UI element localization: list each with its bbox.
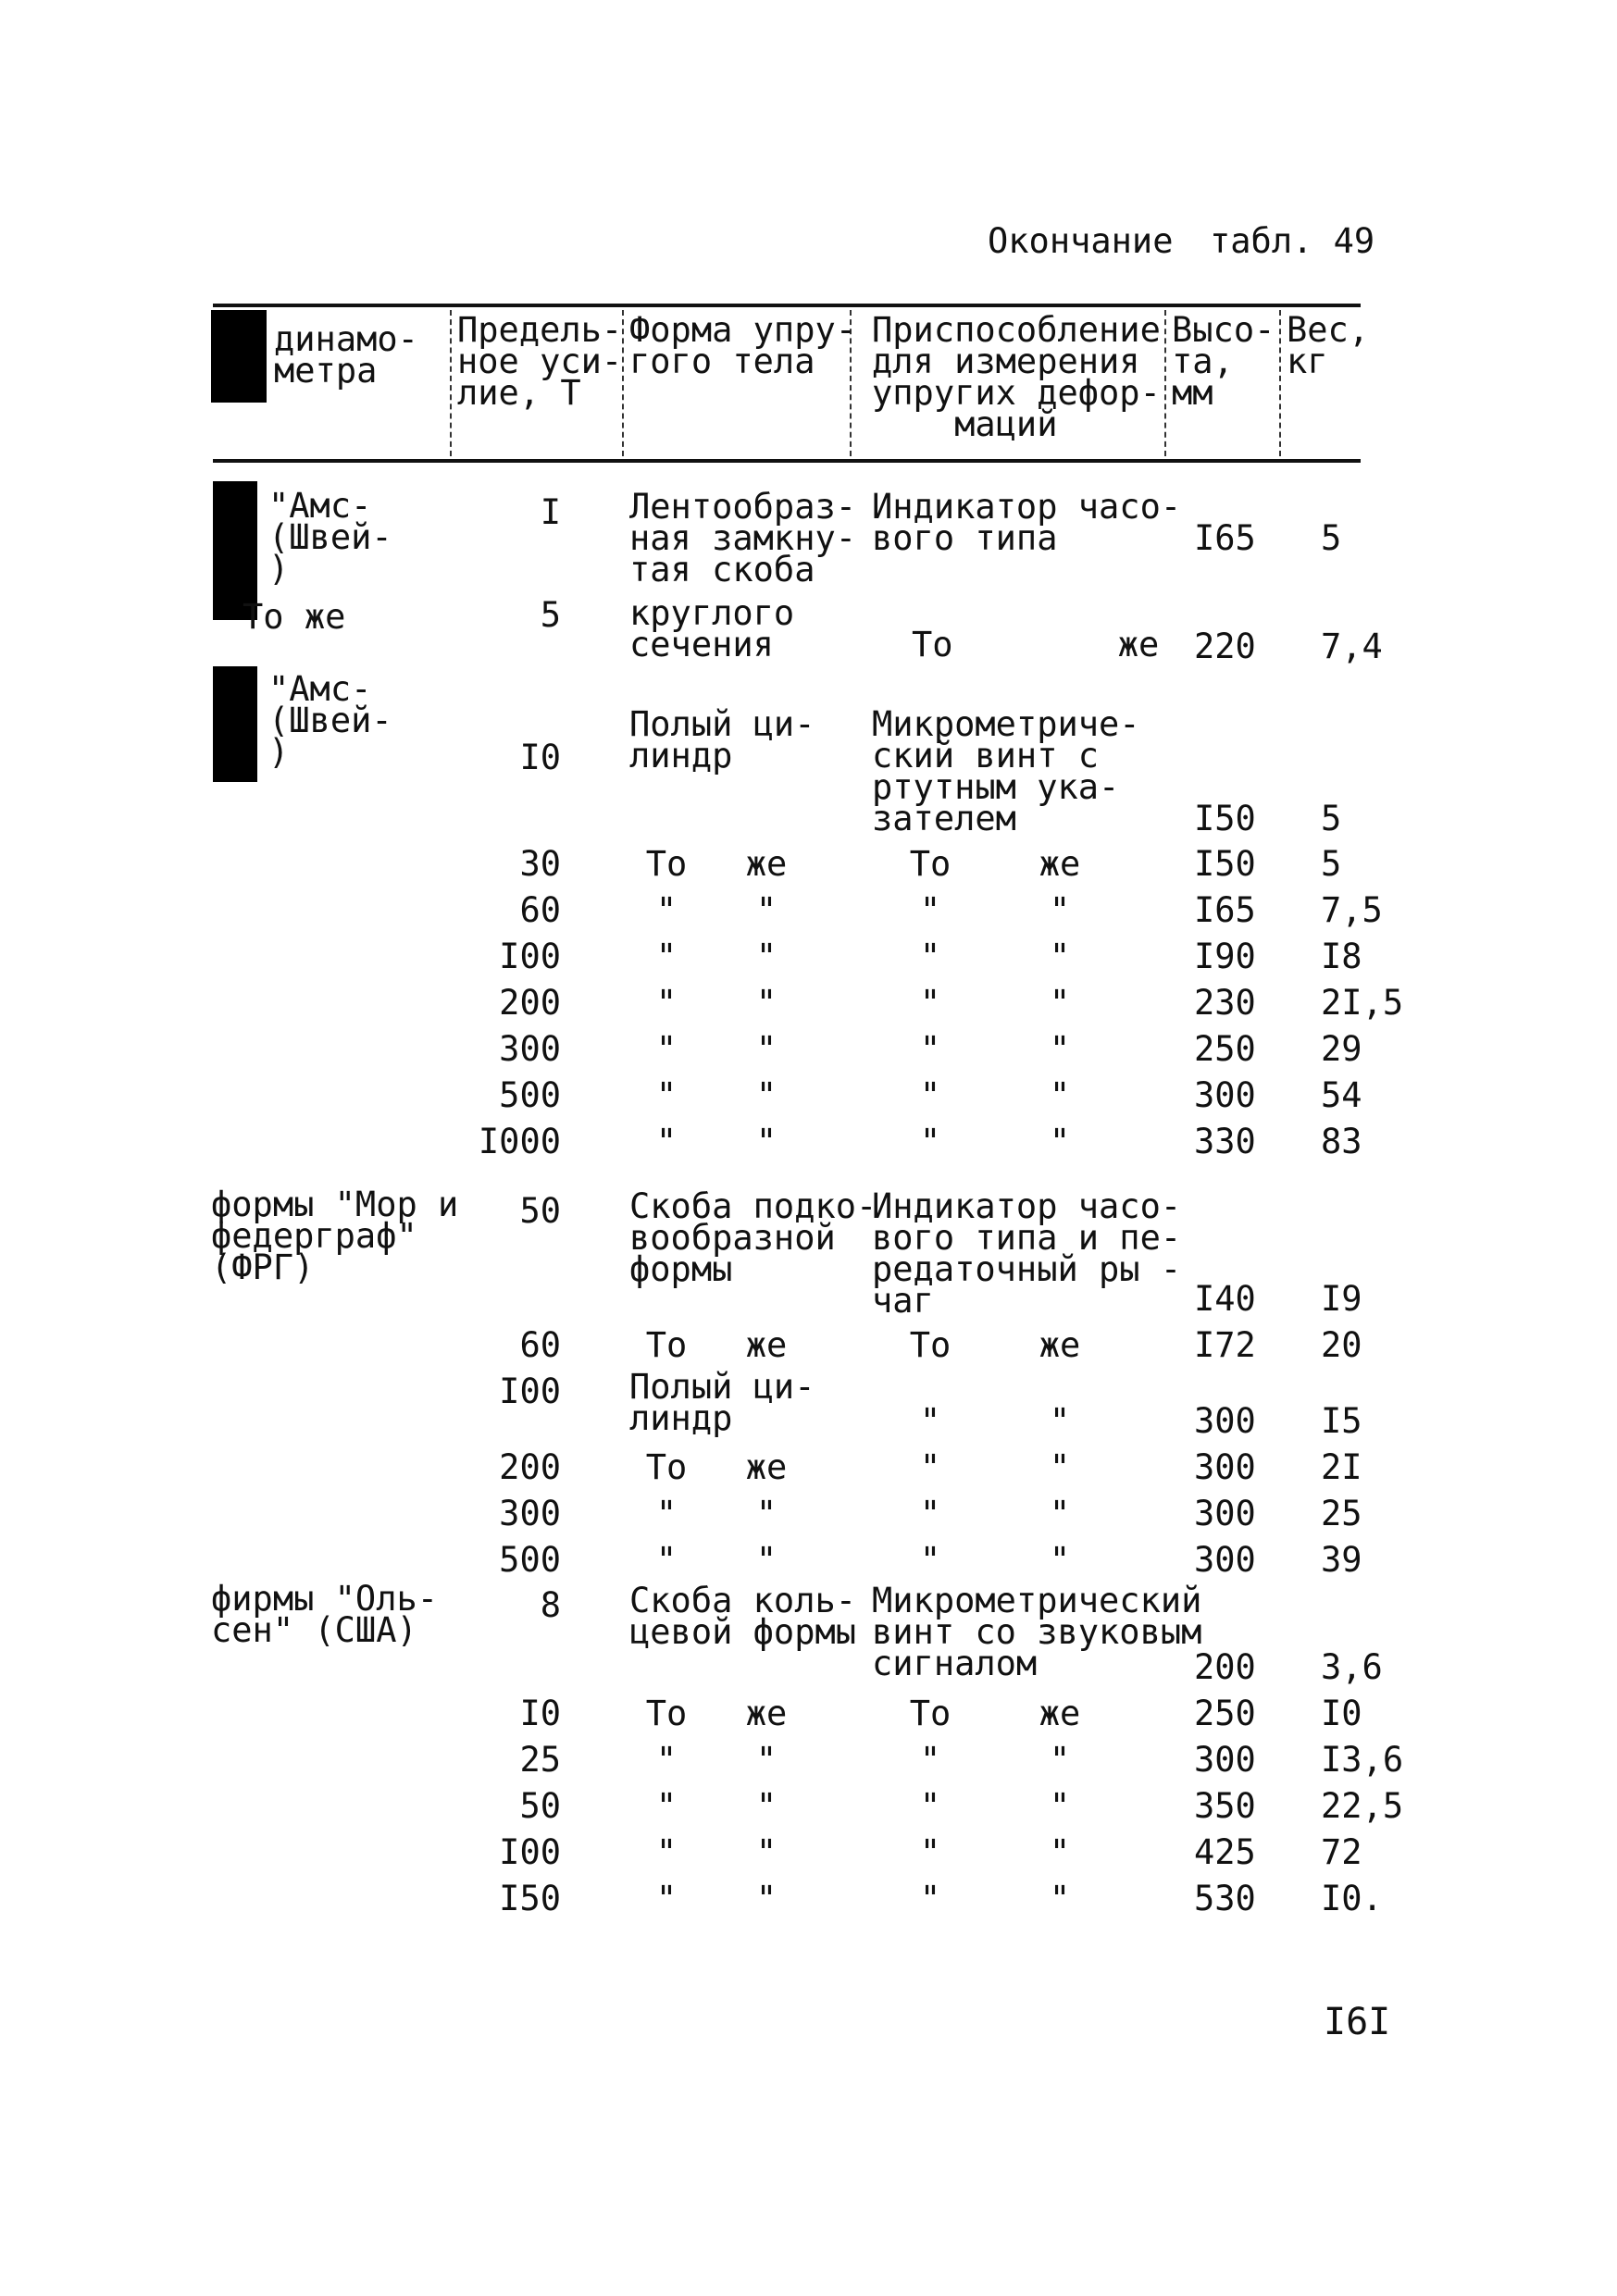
ditto-mark: " [755, 1786, 777, 1826]
ditto-mark: " [655, 1122, 678, 1161]
header-device: Приспособление для измерения упругих дефор- маций [872, 310, 1161, 444]
row-device: Индикатор часо- вого типа [872, 487, 1182, 558]
row-weight: I5 [1321, 1401, 1362, 1441]
row-shape: Скоба коль- цевой формы [629, 1581, 857, 1652]
row-force: I50 [499, 1879, 561, 1918]
row-force: 50 [519, 1786, 561, 1826]
ditto-device-2: же [1039, 1325, 1081, 1365]
ditto-mark: " [919, 983, 941, 1023]
row-force: 8 [540, 1585, 561, 1625]
table-caption-number: табл. 49 [1210, 221, 1375, 261]
ditto-mark: " [655, 1832, 678, 1872]
header-top-rule [213, 304, 1361, 307]
row-height: 300 [1194, 1075, 1256, 1115]
row-weight: 5 [1321, 844, 1342, 884]
ditto-mark: " [655, 937, 678, 976]
row-weight: 72 [1321, 1832, 1362, 1872]
header-separator-5 [1279, 310, 1281, 456]
ditto-mark: " [655, 1494, 678, 1533]
header-force: Предель- ное уси- лие, Т [457, 310, 623, 413]
ditto-mark: " [755, 1832, 777, 1872]
ditto-mark: " [1049, 1786, 1071, 1826]
header-height: Высо- та, мм [1172, 310, 1275, 413]
ditto-mark: " [919, 1879, 941, 1918]
row-height: 300 [1194, 1540, 1256, 1580]
row-device: То же [912, 625, 1160, 664]
row-weight: 2I,5 [1321, 983, 1404, 1023]
row-weight: 2I [1321, 1447, 1362, 1487]
ditto-mark: " [1049, 1832, 1071, 1872]
ditto-device-1: То [909, 1694, 952, 1733]
ditto-device-1: То [909, 1325, 952, 1365]
ditto-shape-2: же [745, 1325, 788, 1365]
row-height: I50 [1194, 844, 1256, 884]
row-weight: 5 [1321, 518, 1342, 558]
ditto-mark: " [655, 1075, 678, 1115]
ditto-mark: " [919, 1740, 941, 1780]
ditto-mark: " [1049, 1029, 1071, 1069]
ditto-mark: " [755, 1494, 777, 1533]
ditto-mark: " [655, 1029, 678, 1069]
ditto-shape-1: То [645, 844, 688, 884]
ditto-mark: " [1049, 1879, 1071, 1918]
ditto-mark: " [919, 1540, 941, 1580]
ditto-mark: " [919, 1494, 941, 1533]
row-height: I90 [1194, 937, 1256, 976]
row-height: I72 [1194, 1325, 1256, 1365]
ditto-mark: " [1049, 1122, 1071, 1161]
row-shape: круглого сечения [629, 593, 795, 664]
ditto-mark: " [1049, 1740, 1071, 1780]
page-number: I6I [1324, 2001, 1391, 2043]
row-force: I0 [519, 738, 561, 777]
ditto-mark: " [755, 1879, 777, 1918]
ditto-mark: " [755, 1029, 777, 1069]
row-force: I [540, 492, 561, 532]
row-force: 60 [519, 1325, 561, 1365]
row-height: 300 [1194, 1401, 1256, 1441]
ditto-mark: " [755, 890, 777, 930]
row-weight: I9 [1321, 1279, 1362, 1319]
ditto-device-2: же [1039, 844, 1081, 884]
row-force: 50 [519, 1191, 561, 1231]
scan-smudge-header [211, 310, 267, 403]
ditto-mark: " [755, 937, 777, 976]
row-height: I40 [1194, 1279, 1256, 1319]
ditto-mark: " [755, 1540, 777, 1580]
row-weight: 39 [1321, 1540, 1362, 1580]
ditto-mark: " [919, 890, 941, 930]
row-weight: 25 [1321, 1494, 1362, 1533]
row-weight: I8 [1321, 937, 1362, 976]
ditto-shape-2: же [745, 1447, 788, 1487]
ditto-mark: " [1049, 937, 1071, 976]
row-force: I00 [499, 937, 561, 976]
row-weight: 7,5 [1321, 890, 1383, 930]
row-force: 300 [499, 1029, 561, 1069]
row-force: 5 [540, 595, 561, 635]
header-type: динамо- метра [274, 319, 418, 391]
group-name-4: формы "Мор и федерграф" (ФРГ) [211, 1185, 459, 1287]
row-weight: 3,6 [1321, 1647, 1383, 1687]
ditto-mark: " [919, 1075, 941, 1115]
ditto-mark: " [1049, 1075, 1071, 1115]
row-weight: 5 [1321, 799, 1342, 838]
row-shape: Полый ци- линдр [629, 704, 815, 776]
row-height: 250 [1194, 1029, 1256, 1069]
row-force: I000 [478, 1122, 561, 1161]
ditto-shape-2: же [745, 844, 788, 884]
group-name-3: "Амс- (Швей- ) [268, 669, 392, 772]
row-weight: I0. [1321, 1879, 1383, 1918]
row-height: 300 [1194, 1740, 1256, 1780]
row-height: I65 [1194, 890, 1256, 930]
ditto-mark: " [1049, 1494, 1071, 1533]
row-height: 425 [1194, 1832, 1256, 1872]
header-separator-4 [1164, 310, 1166, 456]
row-shape: Скоба подко- вообразной формы [629, 1186, 877, 1289]
header-separator-1 [450, 310, 452, 456]
row-force: I00 [499, 1371, 561, 1411]
row-height: 220 [1194, 627, 1256, 666]
row-height: I50 [1194, 799, 1256, 838]
row-height: 250 [1194, 1694, 1256, 1733]
header-weight: Вес, кг [1287, 310, 1370, 381]
row-weight: I3,6 [1321, 1740, 1404, 1780]
ditto-mark: " [655, 890, 678, 930]
row-force: 200 [499, 1447, 561, 1487]
row-height: 230 [1194, 983, 1256, 1023]
ditto-mark: " [919, 1029, 941, 1069]
ditto-shape-2: же [745, 1694, 788, 1733]
row-force: 200 [499, 983, 561, 1023]
ditto-mark: " [755, 1122, 777, 1161]
row-device: Микрометриче- ский винт с ртутным ука- зателем [872, 704, 1140, 838]
group-name-5: фирмы "Оль- сен" (США) [211, 1579, 439, 1650]
header-separator-2 [622, 310, 624, 456]
row-device: Микрометрический винт со звуковым сигналом [872, 1581, 1202, 1683]
ditto-mark: " [655, 1740, 678, 1780]
row-device: Индикатор часо- вого типа и пе- редаточный ры - чаг [872, 1186, 1182, 1321]
row-weight: 22,5 [1321, 1786, 1404, 1826]
ditto-mark: " [755, 1075, 777, 1115]
ditto-mark: " [755, 1740, 777, 1780]
header-bottom-rule [213, 459, 1361, 463]
ditto-mark: " [919, 937, 941, 976]
ditto-mark: " [1049, 983, 1071, 1023]
row-height: 300 [1194, 1447, 1256, 1487]
row-weight: 7,4 [1321, 627, 1383, 666]
row-shape: Лентообраз- ная замкну- тая скоба [629, 487, 857, 590]
row-shape: Полый ци- линдр [629, 1367, 815, 1438]
ditto-mark: " [1049, 1401, 1071, 1441]
ditto-mark: " [919, 1401, 941, 1441]
row-height: 530 [1194, 1879, 1256, 1918]
row-height: 330 [1194, 1122, 1256, 1161]
row-weight: 29 [1321, 1029, 1362, 1069]
scan-smudge-2 [213, 666, 257, 782]
ditto-mark: " [655, 983, 678, 1023]
group-name-2: То же [243, 597, 346, 637]
ditto-mark: " [655, 1786, 678, 1826]
row-force: 60 [519, 890, 561, 930]
ditto-mark: " [1049, 890, 1071, 930]
header-shape: Форма упру- гого тела [629, 310, 857, 381]
row-height: 200 [1194, 1647, 1256, 1687]
ditto-mark: " [655, 1879, 678, 1918]
ditto-mark: " [919, 1122, 941, 1161]
row-weight: 54 [1321, 1075, 1362, 1115]
table-caption-label: Окончание [988, 221, 1174, 261]
row-weight: I0 [1321, 1694, 1362, 1733]
ditto-shape-1: То [645, 1325, 688, 1365]
ditto-mark: " [1049, 1540, 1071, 1580]
row-force: 300 [499, 1494, 561, 1533]
ditto-mark: " [655, 1540, 678, 1580]
row-force: I00 [499, 1832, 561, 1872]
ditto-shape-1: То [645, 1447, 688, 1487]
row-force: 500 [499, 1075, 561, 1115]
row-height: I65 [1194, 518, 1256, 558]
row-weight: 20 [1321, 1325, 1362, 1365]
ditto-mark: " [919, 1786, 941, 1826]
group-name-1: "Амс- (Швей- ) [268, 486, 392, 589]
ditto-mark: " [919, 1447, 941, 1487]
ditto-mark: " [1049, 1447, 1071, 1487]
ditto-mark: " [755, 983, 777, 1023]
row-force: I0 [519, 1694, 561, 1733]
row-force: 500 [499, 1540, 561, 1580]
row-weight: 83 [1321, 1122, 1362, 1161]
ditto-mark: " [919, 1832, 941, 1872]
ditto-device-2: же [1039, 1694, 1081, 1733]
row-force: 30 [519, 844, 561, 884]
row-force: 25 [519, 1740, 561, 1780]
row-height: 350 [1194, 1786, 1256, 1826]
ditto-shape-1: То [645, 1694, 688, 1733]
row-height: 300 [1194, 1494, 1256, 1533]
ditto-device-1: То [909, 844, 952, 884]
